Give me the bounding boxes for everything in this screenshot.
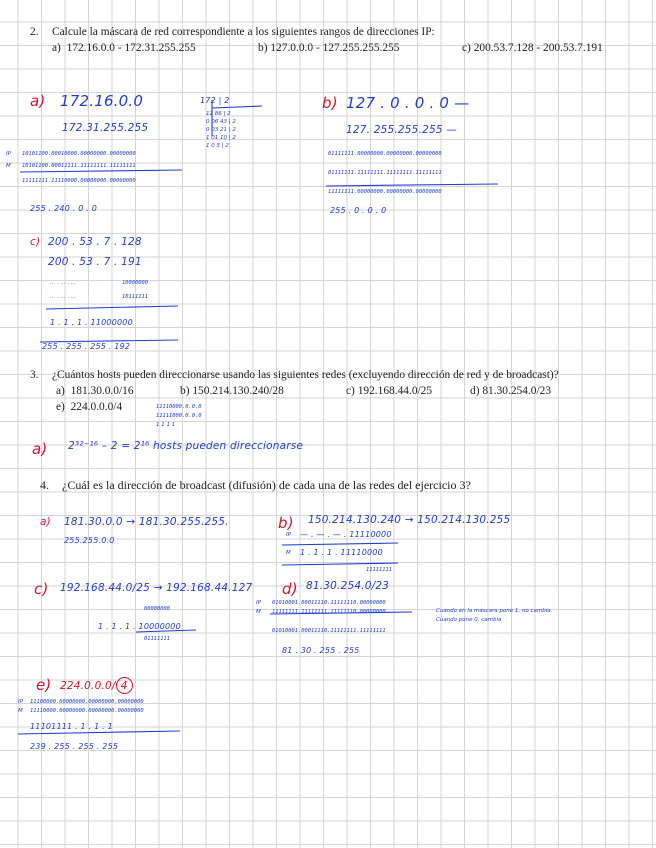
- hw-ex4-d-network: 81.30.254.0/23: [306, 580, 390, 592]
- hw-ex4-d-binary-mask: 11111111.11111111.11111110.00000000: [272, 609, 386, 615]
- hw-ex4-d-binary-result: 01010001.00011110.11111111.11111111: [272, 628, 386, 634]
- hw-ex2-division-row: 0 03 21 | 2: [206, 127, 236, 133]
- hw-ex2-b-binary-start: 01111111.00000000.00000000.00000000: [328, 151, 442, 157]
- hw-ex2-c-dots-1: ... . ... . ...: [50, 280, 77, 286]
- hw-ex4-d-ip-tag: IP: [256, 600, 261, 606]
- option-letter: a): [56, 385, 65, 397]
- hw-ex4-b-binary-result: 11111111: [366, 567, 392, 573]
- option-text: 200.53.7.128 - 200.53.7.191: [473, 42, 603, 54]
- option-text: 81.30.254.0/23: [482, 385, 552, 397]
- hw-ex2-a-range-end: 172.31.255.255: [62, 122, 149, 134]
- hw-ex3-e-note-3: 1 1 1 1: [156, 422, 176, 428]
- hw-ex2-a-binary-start: 10101100.00010000.00000000.00000000: [22, 151, 136, 157]
- hw-ex2-c-binary-end: 10111111: [122, 294, 148, 300]
- option-letter: c): [462, 42, 471, 54]
- hw-ex4-c-binary-mask: 1 . 1 . 1 . 10000000: [98, 622, 181, 631]
- hw-ex2-b-mask-result: 255 . 0 . 0 . 0: [330, 206, 387, 215]
- exercise-3-number: 3.: [30, 369, 39, 381]
- exercise-4-number: 4.: [40, 478, 49, 492]
- hw-ex2-division-row: 12 86 | 2: [206, 111, 231, 117]
- exercise-2-number: 2.: [30, 26, 39, 38]
- hw-ex2-b-binary-mask: 11111111.00000000.00000000.00000000: [328, 189, 442, 195]
- hw-ex4-b-broadcast: 150.214.130.240 → 150.214.130.255: [308, 514, 511, 526]
- hw-ex4-d-label: d): [282, 580, 298, 598]
- hw-ex2-c-label: c): [30, 236, 41, 248]
- hw-ex4-e-binary-result: 11101111 . 1 . 1 . 1: [30, 722, 113, 731]
- hw-ex4-e-network-text: 224.0.0.0/: [60, 680, 116, 692]
- exercise-3-option-e: [56, 401, 122, 413]
- hw-ex3-e-note-1: 11110000.0.0.0: [156, 404, 202, 410]
- hw-ex4-d-binary-ip: 01010001.00011110.11111110.00000000: [272, 600, 386, 606]
- hw-ex2-a-ip-tag: IP: [6, 151, 11, 157]
- hw-ex2-b-label: b): [322, 94, 338, 112]
- hw-ex2-division-row: 1 01 10 | 2: [206, 135, 236, 141]
- hw-ex4-e-ip-tag: IP: [18, 699, 23, 705]
- hw-ex2-c-range-end: 200 . 53 . 7 . 191: [48, 256, 142, 268]
- hw-ex2-c-range-start: 200 . 53 . 7 . 128: [48, 236, 142, 248]
- hw-ex2-division-top: 172 | 2: [200, 96, 230, 105]
- hw-ex4-e-binary-ip: 11100000.00000000.00000000.00000000: [30, 699, 144, 705]
- option-letter: b): [180, 385, 190, 397]
- hw-ex2-c-dots-2: ... . ... . ...: [50, 294, 77, 300]
- exercise-2-option-a: [52, 42, 196, 54]
- hw-ex2-a-label: a): [30, 92, 46, 110]
- hw-ex4-e-network: [60, 677, 133, 694]
- hw-ex4-c-label: c): [34, 580, 49, 598]
- option-letter: e): [56, 401, 65, 413]
- hw-ex4-b-m-tag: M: [286, 550, 291, 556]
- hw-ex4-side-note-2: Cuando pone 0, cambia: [436, 617, 502, 623]
- hw-ex4-e-binary-mask: 11110000.00000000.00000000.00000000: [30, 708, 144, 714]
- option-letter: c): [346, 385, 355, 397]
- option-text: 150.214.130.240/28: [192, 385, 284, 397]
- hw-ex2-b-range-end: 127. 255.255.255 —: [346, 124, 457, 136]
- hw-ex3-a-label: a): [32, 440, 48, 458]
- hw-ex4-d-broadcast-result: 81 . 30 . 255 . 255: [282, 646, 360, 655]
- hw-ex2-c-binary-mask: 1 . 1 . 1 . 11000000: [50, 318, 133, 327]
- hw-ex2-b-binary-end: 01111111.11111111.11111111.11111111: [328, 170, 442, 176]
- hw-ex2-a-binary-end: 10101100.00011111.11111111.11111111: [22, 163, 136, 169]
- hw-ex4-c-broadcast: 192.168.44.0/25 → 192.168.44.127: [60, 582, 253, 594]
- exercise-3-option-b: [180, 385, 284, 397]
- hw-ex4-a-mask: 255.255.0.0: [64, 536, 115, 545]
- exercise-2-option-c: [462, 42, 603, 54]
- hw-ex4-c-binary-ip: 00000000: [144, 606, 170, 612]
- hw-ex4-b-binary-mask: 1 . 1 . 1 . 11110000: [300, 548, 383, 557]
- hw-ex4-side-note-1: Cuando en la máscara pone 1, no cambia.: [436, 608, 553, 614]
- hw-ex4-b-ip-tag: IP: [286, 532, 291, 538]
- hw-ex4-b-label: b): [278, 514, 294, 532]
- hw-ex4-e-label: e): [36, 676, 52, 694]
- exercise-2-option-b: [258, 42, 399, 54]
- option-letter: b): [258, 42, 268, 54]
- exercise-2-text: Calcule la máscara de red correspondiente a los siguientes rangos de direcciones IP:: [52, 26, 435, 38]
- option-letter: d): [470, 385, 480, 397]
- exercise-3-option-c: [346, 385, 432, 397]
- option-text: 172.16.0.0 - 172.31.255.255: [66, 42, 196, 54]
- exercise-4-text: ¿Cuál es la dirección de broadcast (difusión) de cada una de las redes del ejercicio 3?: [62, 478, 471, 492]
- option-text: 192.168.44.0/25: [357, 385, 433, 397]
- hw-ex4-e-broadcast-result: 239 . 255 . 255 . 255: [30, 742, 119, 751]
- hw-ex2-a-m-tag: M: [6, 163, 11, 169]
- hw-ex2-division-row: 0 06 43 | 2: [206, 119, 236, 125]
- option-letter: a): [52, 42, 61, 54]
- hw-ex2-c-mask-result: 255 . 255 . 255 . 192: [42, 342, 131, 351]
- hw-ex2-a-binary-mask: 11111111.11110000.00000000.00000000: [22, 178, 136, 184]
- hw-ex2-a-range-start: 172.16.0.0: [60, 92, 144, 110]
- hw-ex3-a-formula: 2³²⁻¹⁶ – 2 = 2¹⁶ hosts pueden direccionarse: [68, 440, 304, 452]
- exercise-3-statement: [30, 369, 559, 381]
- exercise-2-statement: [30, 26, 435, 38]
- hw-ex4-e-circled-prefix: 4: [116, 677, 133, 694]
- hw-ex4-e-m-tag: M: [18, 708, 23, 714]
- option-text: 127.0.0.0 - 127.255.255.255: [270, 42, 400, 54]
- option-text: 224.0.0.0/4: [70, 401, 123, 413]
- exercise-3-option-d: [470, 385, 551, 397]
- hw-ex3-e-note-2: 11111000.0.0.0: [156, 413, 202, 419]
- hw-ex4-a-label: a): [40, 516, 51, 528]
- exercise-4-statement: [40, 478, 471, 493]
- hw-ex2-a-mask-result: 255 . 240 . 0 . 0: [30, 204, 98, 213]
- hw-ex4-a-broadcast: 181.30.0.0 → 181.30.255.255.: [64, 516, 229, 528]
- exercise-3-option-a: [56, 385, 134, 397]
- hw-ex4-b-binary-ip: — . — . — . 11110000: [300, 530, 392, 539]
- hw-ex2-b-range-start: 127 . 0 . 0 . 0 —: [346, 94, 470, 112]
- hw-ex2-c-binary-start: 10000000: [122, 280, 148, 286]
- hw-ex4-c-binary-result: 01111111: [144, 636, 170, 642]
- option-text: 181.30.0.0/16: [70, 385, 134, 397]
- hw-ex4-d-m-tag: M: [256, 609, 261, 615]
- hw-ex2-division-row: 1 0 5 | 2: [206, 143, 229, 149]
- exercise-3-text: ¿Cuántos hosts pueden direccionarse usando las siguientes redes (excluyendo dirección de red y de broadcast)?: [52, 369, 559, 381]
